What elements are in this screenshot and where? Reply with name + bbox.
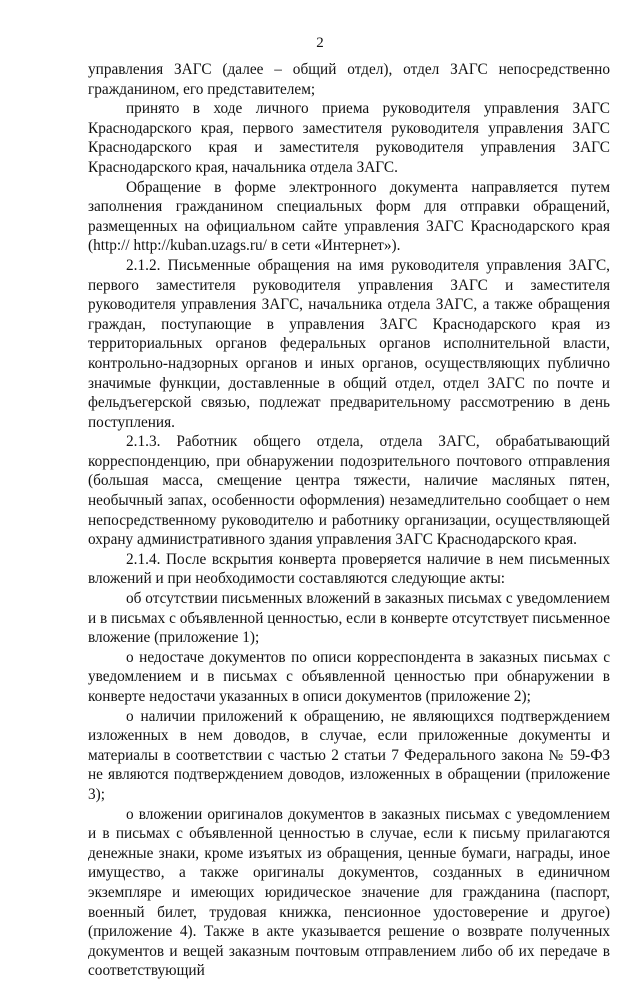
page-number: 2	[316, 35, 324, 51]
paragraph-personal-reception: принято в ходе личного приема руководителя управления ЗАГС Краснодарского края, первого заместителя руководителя управления ЗАГС Краснодарского края и заместителя руководителя управления ЗАГС Краснодарского края, начальника отдела ЗАГС.	[88, 100, 610, 176]
paragraph-2-1-4: 2.1.4. После вскрытия конверта проверяется наличие в нем письменных вложений и при необходимости составляются следующие акты:	[88, 550, 610, 588]
paragraph-act-no-enclosures: об отсутствии письменных вложений в заказных письмах с уведомлением и в письмах с объявленной ценностью, если в конверте отсутствует письменное вложение (приложение 1);	[88, 590, 610, 647]
paragraph-2-1-3: 2.1.3. Работник общего отдела, отдела ЗАГС, обрабатывающий корреспонденцию, при обнаружении подозрительного почтового отправления (большая масса, смещение центра тяжести, наличие масляных пятен, необычный запах, особенности оформления) незамедлительно сообщает о нем непосредственному руководителю и работнику организации, осуществляющей охрану административного здания управления ЗАГС Краснодарского края.	[88, 433, 610, 549]
document-body	[88, 60, 610, 981]
paragraph-act-attachments: о наличии приложений к обращению, не являющихся подтверждением изложенных в нем доводов, в случае, если приложенные документы и материалы в соответствии с частью 2 статьи 7 Федерального закона № 59-ФЗ не являются подтверждением доводов, изложенных в обращении (приложение 3);	[88, 707, 610, 803]
paragraph-electronic-document: Обращение в форме электронного документа направляется путем заполнения гражданином специальных форм для отправки обращений, размещенных на официальном сайте управления ЗАГС Краснодарского края (http:// http://kuban.uzags.ru/ в сети «Интернет»).	[88, 178, 610, 255]
paragraph-act-originals: о вложении оригиналов документов в заказных письмах с уведомлением и в письмах с объявленной ценностью в случае, если к письму прилагаются денежные знаки, кроме изъятых из обращения, ценные бумаги, награды, иное имущество, а также оригиналы документов, созданных в единичном экземпляре и имеющих юридическое значение для гражданина (паспорт, военный билет, трудовая книжка, пенсионное удостоверение и другое) (приложение 4). Также в акте указывается решение о возврате полученных документов и вещей заказным почтовым отправлением либо об их передаче в соответствующий	[88, 805, 610, 980]
paragraph-continuation: управления ЗАГС (далее – общий отдел), отдел ЗАГС непосредственно гражданином, его представителем;	[88, 61, 610, 98]
paragraph-act-shortage: о недостаче документов по описи корреспондента в заказных письмах с уведомлением и в письмах с объявленной ценностью при обнаружении в конверте недостачи указанных в описи документов (приложение 2);	[88, 648, 610, 705]
paragraph-2-1-2: 2.1.2. Письменные обращения на имя руководителя управления ЗАГС, первого заместителя руководителя управления ЗАГС и заместителя руководителя управления ЗАГС, начальника отдела ЗАГС, а также обращения граждан, поступающие в управления ЗАГС Краснодарского края из территориальных органов федеральных органов исполнительной власти, контрольно-надзорных органов и иных органов, осуществляющих публично значимые функции, доставленные в общий отдел, отдел ЗАГС по почте и фельдъегерской связью, подлежат предварительному рассмотрению в день поступления.	[88, 256, 610, 431]
